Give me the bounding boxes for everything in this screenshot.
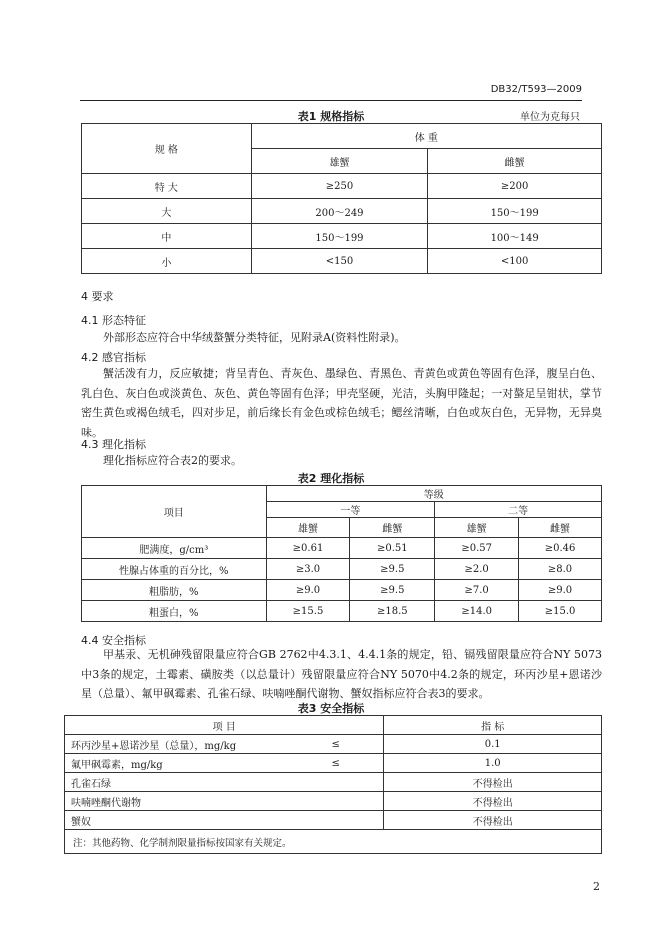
table2-cell: 肥满度，g/cm³ [82, 538, 267, 559]
table2-cell: ≥0.51 [350, 538, 435, 559]
table2-caption: 表2 理化指标 [297, 472, 365, 485]
section-4-4-body: 甲基汞、无机砷残留限量应符合GB 2762中4.3.1、4.4.1条的规定，铅、镉残留限量应符合NY 5073中3条的规定，土霉素、磺胺类（以总量计）残留限量应符合NY 5070中4.2条的规定，环丙沙星+恩诺沙星（总量）、氟甲砜霉素、孔雀石绿、呋喃唑酮代谢物、蟹奴指标应符合表3的要求。 [81, 648, 602, 700]
table1-cell: 150～199 [251, 224, 428, 249]
table3-cell: 环丙沙星+恩诺沙星（总量），mg/kg [65, 735, 289, 754]
table2-cell: ≥18.5 [350, 601, 435, 622]
table3-cell: 呋喃唑酮代谢物 [65, 792, 384, 811]
table1-cell: 200～249 [251, 199, 428, 224]
table2-cell: ≥9.5 [350, 580, 435, 601]
table2-cell: ≥0.46 [519, 538, 602, 559]
table1-col-spec: 规 格 [82, 124, 252, 174]
table2-grade2: 二等 [435, 502, 602, 518]
table2-cell: ≥15.5 [266, 601, 350, 622]
table3-cell: ≤ [288, 754, 384, 773]
table2-sub-male: 雄蟹 [266, 518, 350, 538]
table3-col-item: 项 目 [65, 716, 384, 735]
table2-col-item: 项目 [82, 486, 267, 538]
table3-cell: 不得检出 [384, 792, 602, 811]
section-4-title: 4 要求 [81, 290, 114, 303]
table2-cell: ≥0.61 [266, 538, 350, 559]
doc-code: DB32/T593—2009 [490, 84, 582, 95]
table2-cell: ≥2.0 [435, 559, 519, 580]
table3-note: 注：其他药物、化学制剂限量指标按国家有关规定。 [65, 830, 602, 854]
table1-cell: 100～149 [428, 224, 602, 249]
table2-cell: ≥8.0 [519, 559, 602, 580]
table2-sub-female: 雌蟹 [350, 518, 435, 538]
header-rule [80, 100, 582, 101]
table3-col-index: 指 标 [384, 716, 602, 735]
page-number: 2 [593, 880, 600, 893]
table1-cell: 特 大 [82, 174, 252, 199]
table3-cell: 0.1 [384, 735, 602, 754]
table1-col-weight: 体 重 [251, 124, 601, 149]
table3-cell: 蟹奴 [65, 811, 384, 830]
table3-cell: 氟甲砜霉素，mg/kg [65, 754, 289, 773]
table2-cell: 粗脂肪，% [82, 580, 267, 601]
table1-unit: 单位为克每只 [520, 112, 580, 123]
table2-cell: ≥0.57 [435, 538, 519, 559]
table2 [81, 485, 602, 622]
table3 [64, 715, 602, 854]
table2-col-grade: 等级 [266, 486, 601, 502]
section-4-3-body: 理化指标应符合表2的要求。 [103, 454, 242, 467]
table2-cell: ≥9.5 [350, 559, 435, 580]
table2-sub-female: 雌蟹 [519, 518, 602, 538]
table1-sub-female: 雌蟹 [428, 149, 602, 174]
table2-cell: 粗蛋白，% [82, 601, 267, 622]
table2-cell: ≥9.0 [519, 580, 602, 601]
table3-caption: 表3 安全指标 [297, 702, 365, 715]
table1 [81, 123, 602, 274]
table2-cell: ≥15.0 [519, 601, 602, 622]
table1-caption: 表1 规格指标 [297, 110, 365, 123]
section-4-4-title: 4.4 安全指标 [81, 634, 146, 647]
table3-cell: 不得检出 [384, 811, 602, 830]
section-4-2-body: 蟹活泼有力，反应敏捷；背呈青色、青灰色、墨绿色、青黑色、青黄色或黄色等固有色泽，腹呈白色、乳白色、灰白色或淡黄色、灰色、黄色等固有色泽；甲壳坚硬，光洁，头胸甲隆起；一对螯足呈钳状，掌节密生黄色或褐色绒毛，四对步足，前后缘长有金色或棕色绒毛；鳃丝清晰，白色或灰白色，无异物，无异臭味。 [81, 367, 602, 439]
table2-grade1: 一等 [266, 502, 435, 518]
table3-cell: 不得检出 [384, 773, 602, 792]
section-4-3-title: 4.3 理化指标 [81, 438, 146, 451]
section-4-2-title: 4.2 感官指标 [81, 351, 146, 364]
table2-cell: ≥7.0 [435, 580, 519, 601]
table3-cell: 1.0 [384, 754, 602, 773]
table1-cell: 大 [82, 199, 252, 224]
section-4-1-title: 4.1 形态特征 [81, 314, 146, 327]
table3-cell: 孔雀石绿 [65, 773, 384, 792]
table1-cell: 150～199 [428, 199, 602, 224]
table1-sub-male: 雄蟹 [251, 149, 428, 174]
table1-cell: <100 [428, 249, 602, 274]
table3-cell: ≤ [288, 735, 384, 754]
table1-cell: 中 [82, 224, 252, 249]
table1-cell: ≥250 [251, 174, 428, 199]
table2-sub-male: 雄蟹 [435, 518, 519, 538]
table2-cell: ≥3.0 [266, 559, 350, 580]
table1-cell: 小 [82, 249, 252, 274]
section-4-1-body: 外部形态应符合中华绒螯蟹分类特征，见附录A(资料性附录)。 [103, 331, 406, 344]
table1-cell: <150 [251, 249, 428, 274]
table2-cell: ≥9.0 [266, 580, 350, 601]
table2-cell: ≥14.0 [435, 601, 519, 622]
table1-cell: ≥200 [428, 174, 602, 199]
table2-cell: 性腺占体重的百分比，% [82, 559, 267, 580]
